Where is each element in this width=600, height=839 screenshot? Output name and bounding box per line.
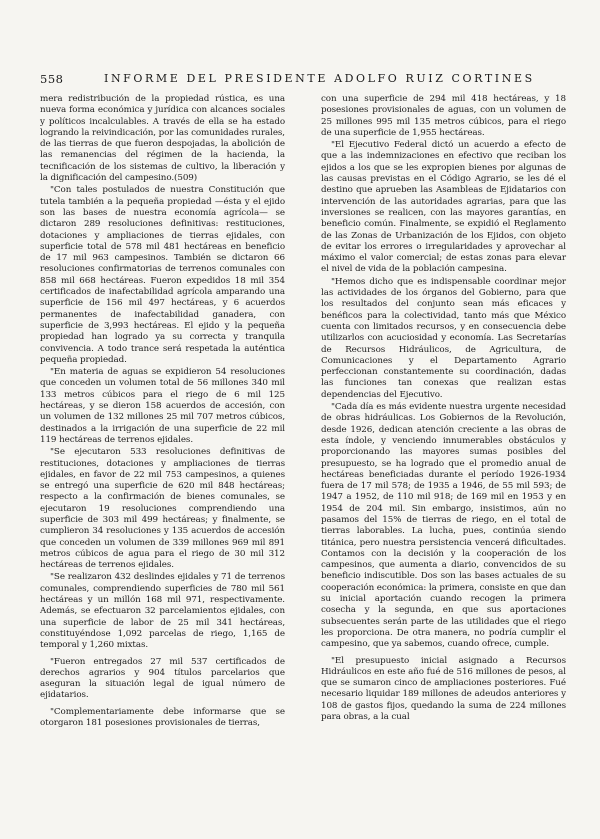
paragraph: "Cada día es más evidente nuestra urgente necesidad de obras hidráulicas. Los Gobiernos de la Revolución, desde 1926, dedican atención creciente a las obras de esta índole, y venciendo innumerables obstáculos y proporcionando las mayores sumas posibles del presupuesto, se ha logrado que el promedio anual de hectáreas beneficiadas durante el período 1926-1934 fuera de 17 mil 578; de 1935 a 1946, de 55 mil 593; de 1947 a 1952, de 110 mil 918; de 169 mil en 1953 y en 1954 de 204 mil. Sin embargo, insistimos, aún no pasamos del 15% de tierras de riego, en el total de tierras laborables. La lucha, pues, continúa siendo titánica, pero nuestra persistencia vencerá dificultades. Contamos con la decisión y la cooperación de los campesinos, que aumenta a diario, convencidos de su beneficio indiscutible. Dos son las bases actuales de su cooperación económica: la primera, consiste en que dan su inicial aportación cuando recogen la primera cosecha y la segunda, en que sus aportaciones subsecuentes serán parte de las utilidades que el riego les proporciona. De otra manera, no podría cumplir el campesino, que ya sabemos, cuando ofrece, cumple. xyxy=(321,402,566,650)
paragraph: "Fueron entregados 27 mil 537 certificados de derechos agrarios y 904 títulos parcelarios que aseguran la situación legal de igual número de ejidatarios. xyxy=(40,656,285,701)
paragraph: "El presupuesto inicial asignado a Recursos Hidráulicos en este año fué de 516 millones de pesos, al que se sumaron cinco de ampliaciones posteriores. Fué necesario liquidar 189 millones de adeudos anteriores y 108 de gastos fijos, quedando la suma de 224 millones para obras, a la cual xyxy=(321,655,566,723)
paragraph: mera redistribución de la propiedad rústica, es una nueva forma económica y jurídica con alcances sociales y políticos incalculables. A través de ella se ha estado logrando la reivindicación, por las comunidades rurales, de las tierras de que fueron despojadas, la abolición de las remanencias del régimen de la hacienda, la tecnificación de los sistemas de cultivo, la liberación y la dignificación del campesino.(509) xyxy=(40,94,285,184)
paragraph: "Complementariamente debe informarse que se otorgaron 181 posesiones provisionales de tierras, xyxy=(40,706,285,729)
paragraph: "Con tales postulados de nuestra Constitución que tutela también a la pequeña propiedad —ésta y el ejido son las bases de nuestra economía agrícola— se dictaron 289 resoluciones definitivas: restituciones, dotaciones y ampliaciones de tierras ejidales, con superficie total de 578 mil 481 hectáreas en beneficio de 17 mil 963 campesinos. También se dictaron 66 resoluciones confirmatorias de terrenos comunales con 858 mil 668 hectáreas. Fueron expedidos 18 mil 354 certificados de inafectabilidad agrícola amparando una superficie de 156 mil 497 hectáreas, y 6 acuerdos permanentes de inafectabilidad ganadera, con superficie de 3,993 hectáreas. El ejido y la pequeña propiedad han logrado ya su correcta y tranquila convivencia. A todo trance será respetada la auténtica pequeña propiedad. xyxy=(40,185,285,365)
running-head: INFORME DEL PRESIDENTE ADOLFO RUIZ CORTINES xyxy=(104,72,535,85)
paragraph: "Se realizaron 432 deslindes ejidales y 71 de terrenos comunales, comprendiendo superficies de 780 mil 561 hectáreas y un millón 168 mil 971, respectivamente. Además, se efectuaron 32 parcelamientos ejidales, con una superficie de labor de 25 mil 341 hectáreas, constituyéndose 1,092 parcelas de riego, 1,165 de temporal y 1,260 mixtas. xyxy=(40,572,285,651)
paragraph: "En materia de aguas se expidieron 54 resoluciones que conceden un volumen total de 56 millones 340 mil 133 metros cúbicos para el riego de 6 mil 125 hectáreas, y se dieron 158 acuerdos de accesión, con un volumen de 132 millones 25 mil 707 metros cúbicos, destinados a la irrigación de una superficie de 22 mil 119 hectáreas de terrenos ejidales. xyxy=(40,367,285,445)
paragraph: "El Ejecutivo Federal dictó un acuerdo a efecto de que a las indemnizaciones en efectivo que reciban los ejidos a los que se les expropien bienes por algunas de las causas previstas en el Código Agrario, se les dé el destino que aprueben las Asambleas de Ejidatarios con intervención de las autoridades agrarias, para que las inversiones se realicen, con las mayores garantías, en beneficio común. Finalmente, se expidió el Reglamento de las Zonas de Urbanización de los Ejidos, con objeto de evitar los errores o irregularidades y aprovechar al máximo el valor comercial; de estas zonas para elevar el nivel de vida de la población campesina. xyxy=(321,140,566,275)
left-column xyxy=(40,94,285,730)
paragraph: "Se ejecutaron 533 resoluciones definitivas de restituciones, dotaciones y ampliaciones de tierras ejidales, en favor de 22 mil 753 campesinos, a quienes se entregó una superficie de 620 mil 848 hectáreas; respecto a la confirmación de bienes comunales, se ejecutaron 19 resoluciones comprendiendo una superficie de 303 mil 499 hectáreas; y finalmente, se cumplieron 34 resoluciones y 135 acuerdos de accesión que conceden un volumen de 339 millones 969 mil 891 metros cúbicos de agua para el riego de 30 mil 312 hectáreas de terrenos ejidales. xyxy=(40,447,285,571)
paragraph: con una superficie de 294 mil 418 hectáreas, y 18 posesiones provisionales de aguas, con un volumen de 25 millones 995 mil 135 metros cúbicos, para el riego de una superficie de 1,955 hectáreas. xyxy=(321,94,566,138)
page-header xyxy=(40,72,568,88)
right-column xyxy=(321,94,566,724)
page-number: 558 xyxy=(40,72,64,86)
paragraph: "Hemos dicho que es indispensable coordinar mejor las actividades de los órganos del Gobierno, para que los resultados del conjunto sean más eficaces y benéficos para la colectividad, tanto más que México cuenta con limitados recursos, y en consecuencia debe utilizarlos con acuciosidad y economía. Las Secretarías de Recursos Hidráulicos, de Agricultura, de Comunicaciones y el Departamento Agrario perfeccionan constantemente su coordinación, dadas las funciones tan conexas que realizan estas dependencias del Ejecutivo. xyxy=(321,276,566,400)
